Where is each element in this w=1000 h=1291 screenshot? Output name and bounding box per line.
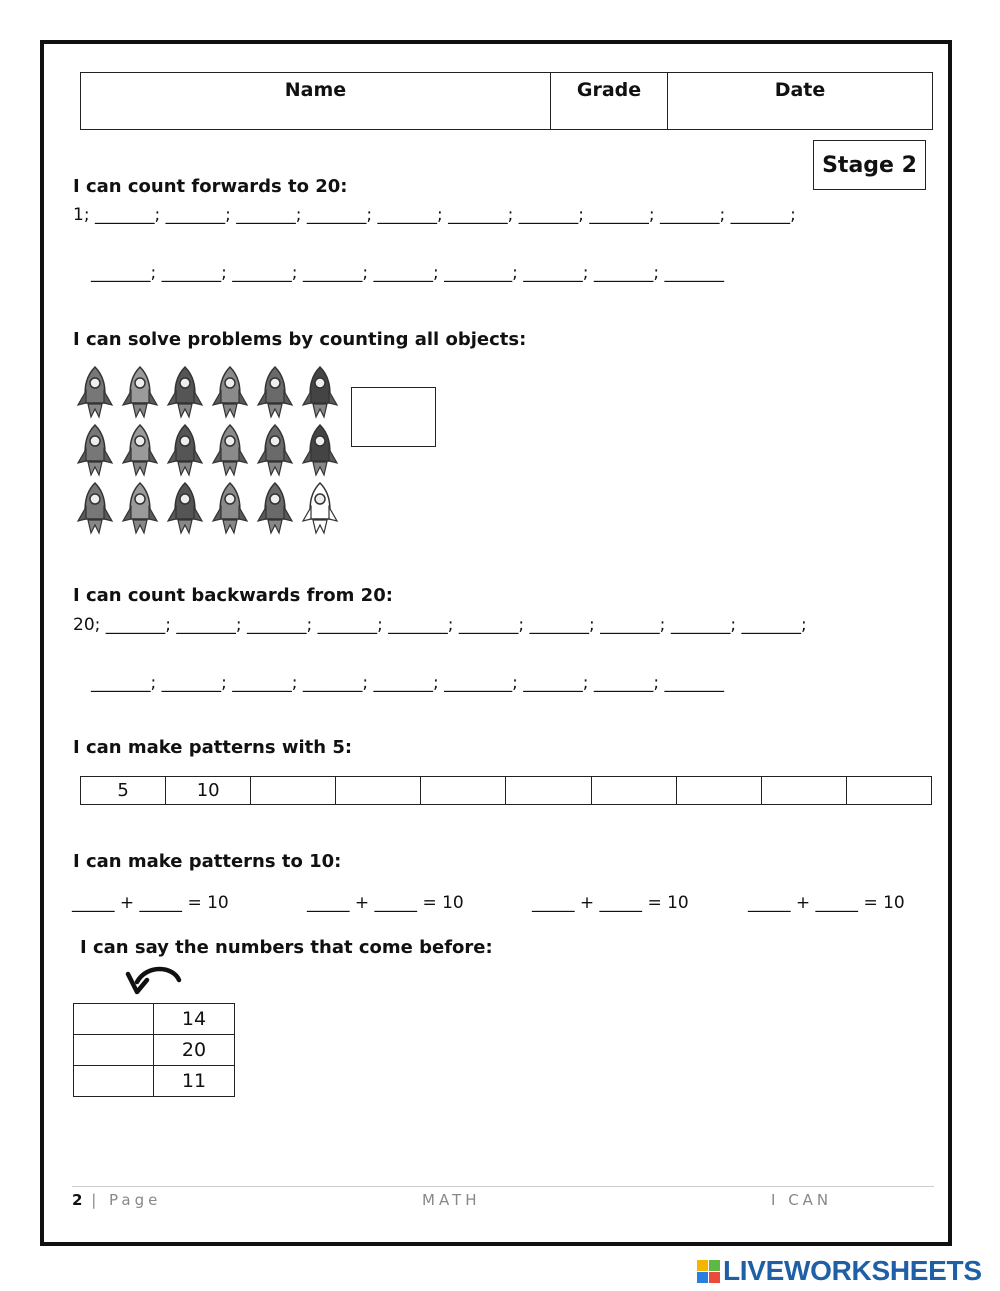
logo-square xyxy=(697,1260,708,1271)
footer-tag: I CAN xyxy=(771,1191,833,1209)
rocket-icon xyxy=(72,422,117,480)
brand-name: LIVEWORKSHEETS xyxy=(723,1255,982,1286)
name-field[interactable]: Name xyxy=(81,73,551,130)
before-number-cell: 11 xyxy=(154,1066,235,1097)
brand-logo xyxy=(697,1255,982,1287)
pattern-cell[interactable] xyxy=(761,777,846,805)
patterns5-heading: I can make patterns with 5: xyxy=(73,737,353,758)
rocket-icon xyxy=(297,364,342,422)
rocket-icon xyxy=(72,364,117,422)
footer-divider xyxy=(72,1186,934,1187)
backwards-line-1[interactable]: 20; _______; _______; _______; _______; _______; _______; _______; _______; _______; _______; xyxy=(73,615,807,635)
rocket-icon xyxy=(252,422,297,480)
rocket-icon xyxy=(252,364,297,422)
before-answer-cell[interactable] xyxy=(74,1004,154,1035)
before-answer-cell[interactable] xyxy=(74,1066,154,1097)
pattern-cell[interactable] xyxy=(251,777,336,805)
page-number: 2 xyxy=(72,1191,83,1209)
stage-badge: Stage 2 xyxy=(813,140,926,190)
curved-back-arrow-icon xyxy=(125,962,185,998)
rocket-icon xyxy=(162,480,207,538)
date-field[interactable]: Date xyxy=(668,73,933,130)
sum-item[interactable]: _____ + _____ = 10 xyxy=(72,893,229,913)
pattern-cell[interactable] xyxy=(676,777,761,805)
rocket-icon xyxy=(252,480,297,538)
footer-page xyxy=(72,1191,161,1209)
rocket-icon xyxy=(72,480,117,538)
before-answer-cell[interactable] xyxy=(74,1035,154,1066)
logo-square xyxy=(709,1260,720,1271)
rocket-icon xyxy=(207,364,252,422)
pattern-cell[interactable] xyxy=(506,777,591,805)
logo-square xyxy=(709,1272,720,1283)
page-label: | Page xyxy=(82,1191,162,1209)
pattern-cell[interactable] xyxy=(421,777,506,805)
rocket-icon xyxy=(117,422,162,480)
pattern-cell: 10 xyxy=(166,777,251,805)
rocket-icon xyxy=(162,364,207,422)
solve-heading: I can solve problems by counting all objects: xyxy=(73,329,527,350)
footer-subject: MATH xyxy=(422,1191,481,1209)
pattern-cell[interactable] xyxy=(336,777,421,805)
before-table xyxy=(73,1003,235,1097)
rocket-icon xyxy=(162,422,207,480)
grade-field[interactable]: Grade xyxy=(551,73,668,130)
pattern-cell[interactable] xyxy=(846,777,931,805)
patterns10-heading: I can make patterns to 10: xyxy=(73,851,342,872)
rocket-icon xyxy=(297,422,342,480)
forwards-heading: I can count forwards to 20: xyxy=(73,176,348,197)
sum-row xyxy=(72,893,932,919)
rocket-outline-icon xyxy=(297,480,342,538)
logo-square xyxy=(697,1272,708,1283)
rocket-icon xyxy=(117,364,162,422)
count-answer-box[interactable] xyxy=(351,387,436,447)
forwards-line-2[interactable]: _______; _______; _______; _______; _______; ________; _______; _______; _______ xyxy=(91,263,725,283)
rocket-icon xyxy=(207,422,252,480)
before-number-cell: 20 xyxy=(154,1035,235,1066)
backwards-heading: I can count backwards from 20: xyxy=(73,585,393,606)
before-heading: I can say the numbers that come before: xyxy=(80,937,493,958)
before-number-cell: 14 xyxy=(154,1004,235,1035)
forwards-line-1[interactable]: 1; _______; _______; _______; _______; _______; _______; _______; _______; _______; _______; xyxy=(73,205,796,225)
header-table xyxy=(80,72,933,130)
rocket-icon xyxy=(117,480,162,538)
backwards-line-2[interactable]: _______; _______; _______; _______; _______; ________; _______; _______; _______ xyxy=(91,673,725,693)
rocket-grid xyxy=(72,364,342,542)
sum-item[interactable]: _____ + _____ = 10 xyxy=(532,893,689,913)
pattern-cell: 5 xyxy=(81,777,166,805)
liveworksheets-logo-icon xyxy=(697,1260,720,1283)
sum-item[interactable]: _____ + _____ = 10 xyxy=(748,893,905,913)
rocket-icon xyxy=(207,480,252,538)
pattern-cell[interactable] xyxy=(591,777,676,805)
patterns5-table xyxy=(80,776,932,805)
sum-item[interactable]: _____ + _____ = 10 xyxy=(307,893,464,913)
